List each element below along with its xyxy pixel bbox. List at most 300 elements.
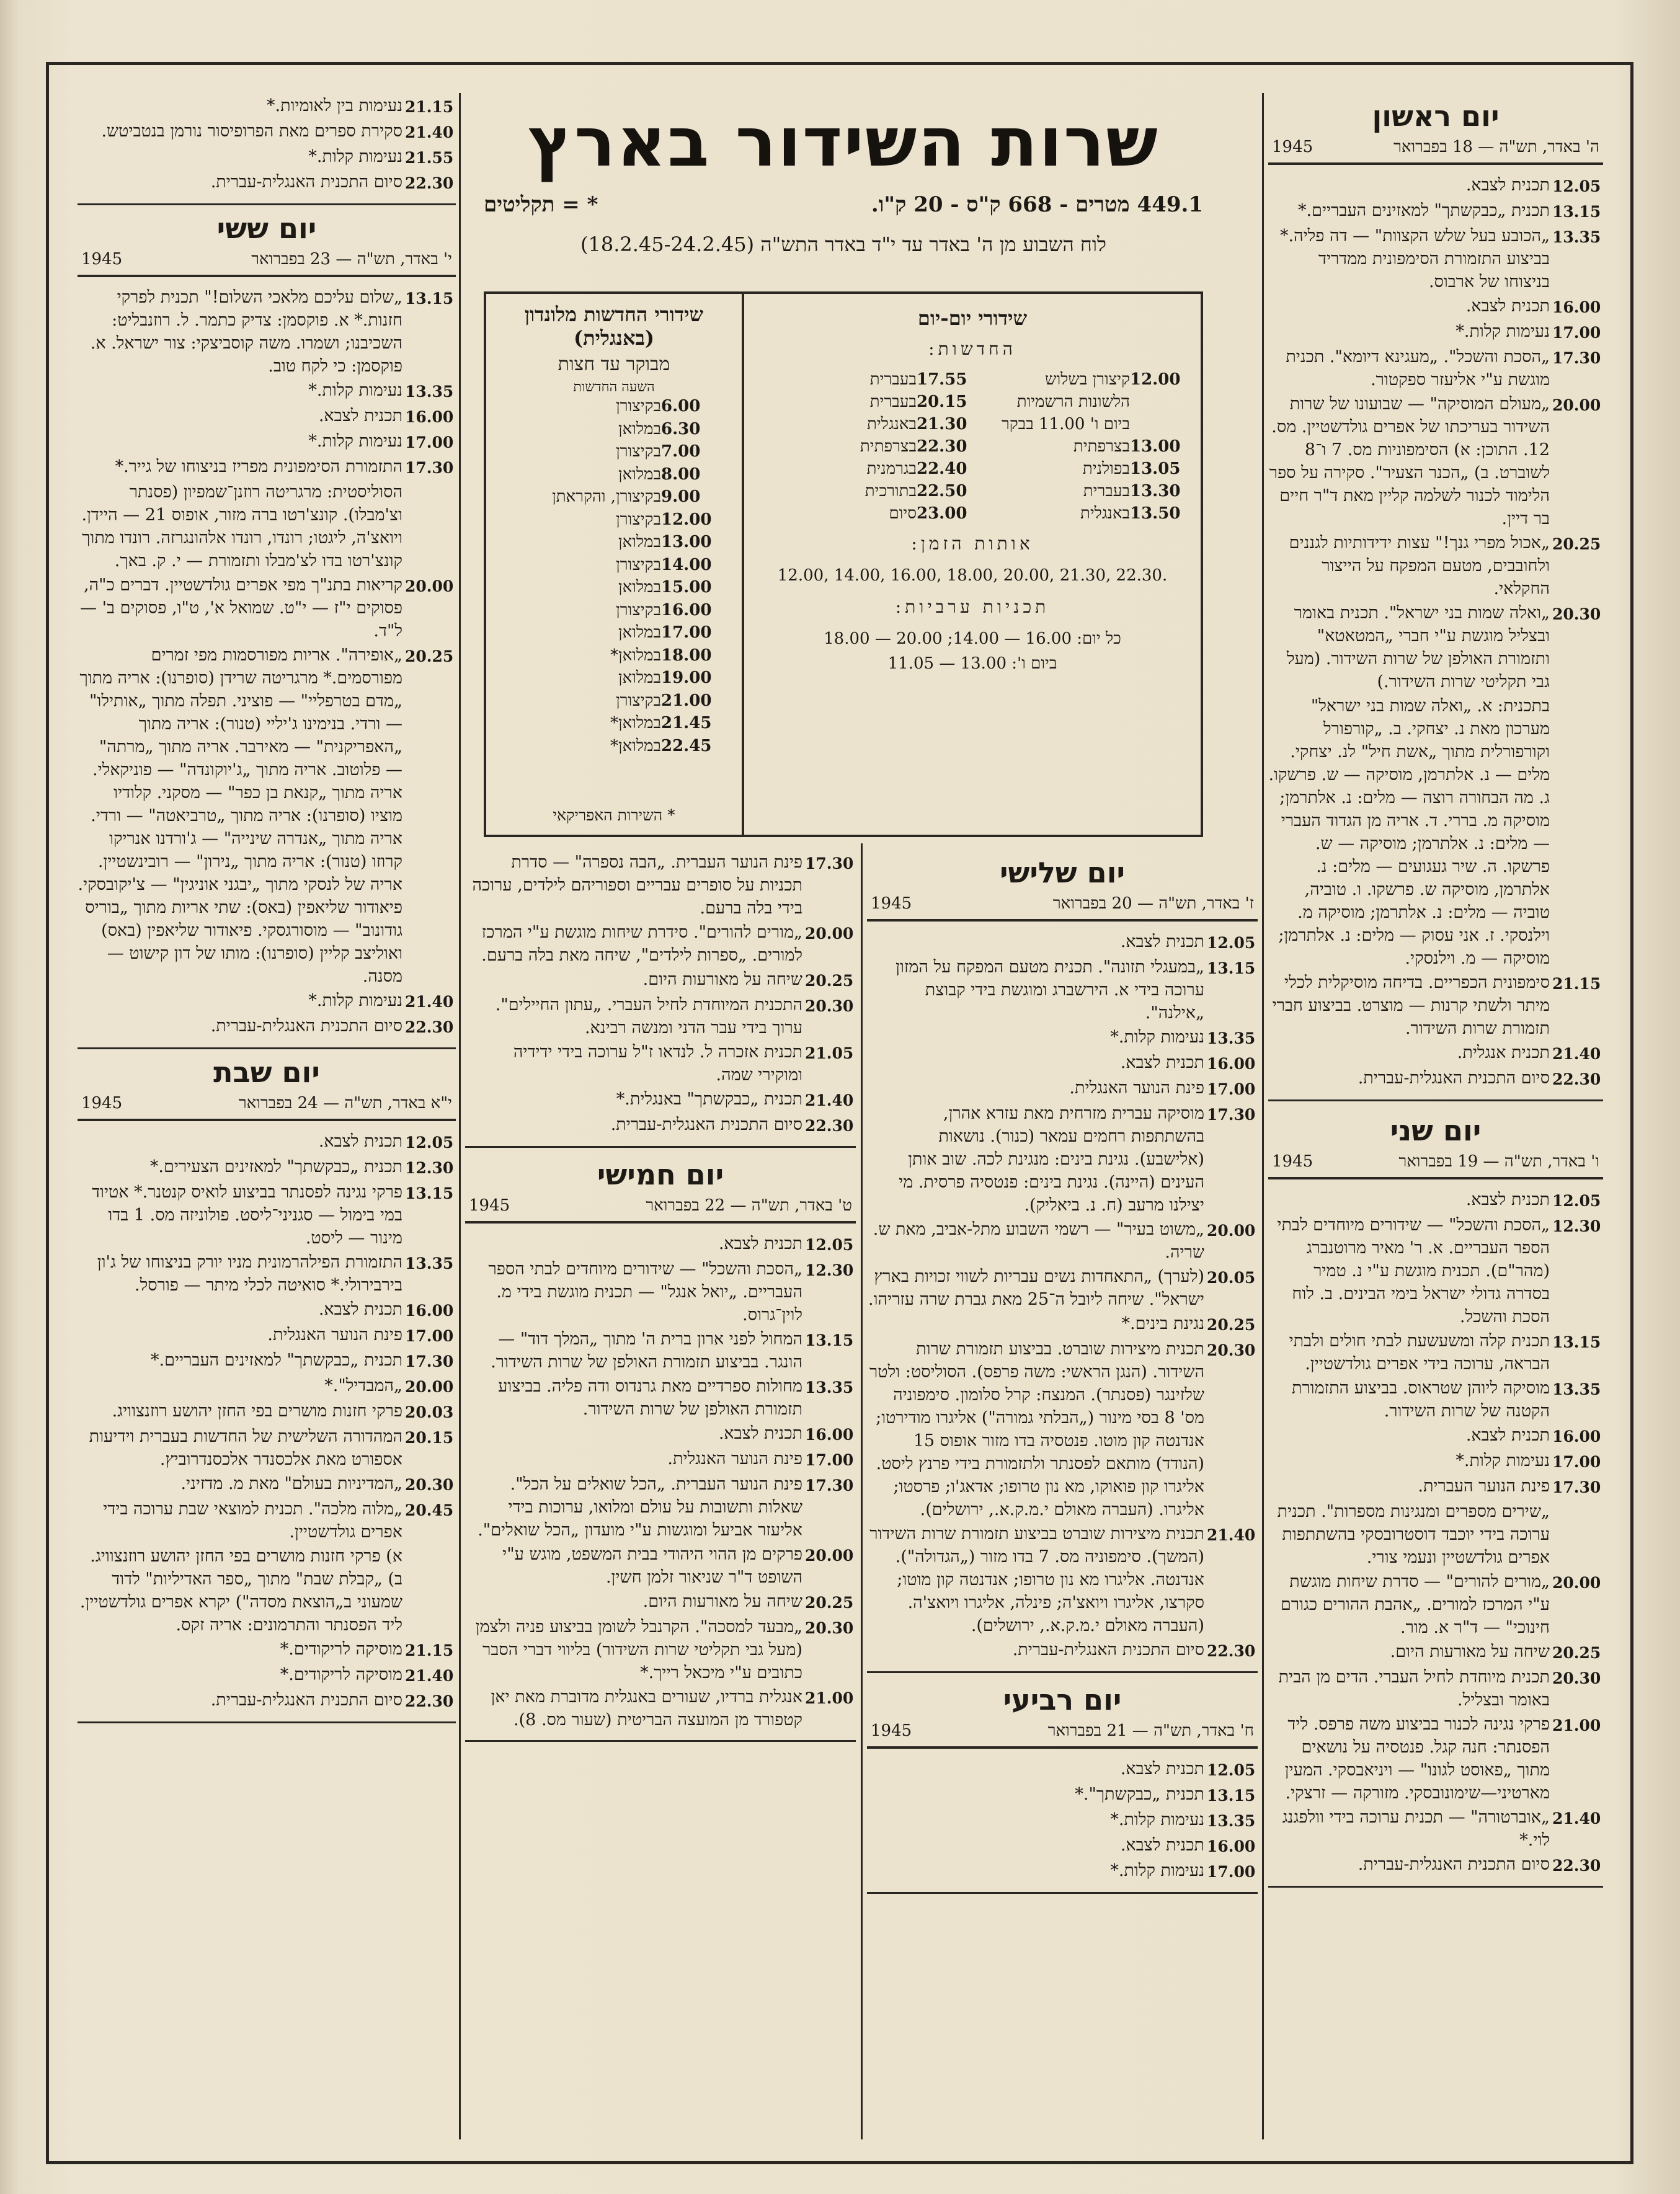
schedule-row [499, 554, 729, 577]
schedule-time: 15.00 [661, 578, 712, 597]
schedule-row [499, 712, 729, 735]
program-text: „מעולם המוסיקה" — שבועונו של שרות השידור בעריכתו של אפרים גולדשטיין. מס. 12. התוכן: א) הסימפוניות מס. 7 ו־8 לשוברט. ב) „הכנר הצעיר". סקירה על ספר הלימוד לכנור לשלמה קליין מאת ד"ר חיים בר דיין. [1269, 394, 1550, 528]
news-heading: החדשות: [928, 339, 1016, 359]
schedule-row [972, 391, 1186, 413]
program-item [465, 1447, 856, 1472]
schedule-label: בצרפתית [1073, 437, 1130, 456]
program-time: 16.00 [1552, 1428, 1601, 1446]
schedule-row [499, 440, 729, 463]
program-item [78, 94, 456, 118]
schedule-time: 12.00 [1130, 370, 1181, 389]
program-item [1268, 224, 1603, 293]
program-item [1268, 1475, 1603, 1499]
day-monday [1268, 1114, 1603, 1888]
column-rule [1262, 93, 1264, 2139]
program-time: 17.30 [805, 855, 854, 873]
program-item [1268, 1067, 1603, 1091]
program-item [465, 1590, 856, 1614]
day-title: יום חמישי [597, 1158, 724, 1191]
program-item [867, 1757, 1258, 1782]
program-item [78, 1298, 456, 1322]
page-title: שרות השידור בארץ [528, 102, 1159, 182]
program-time: 13.35 [1552, 1380, 1601, 1398]
program-text: תכנית לצבא. [318, 406, 402, 425]
date-hebrew: י"א באדר, תש"ה — 24 בפברואר [238, 1094, 452, 1113]
schedule-row [972, 502, 1186, 525]
column-left [78, 93, 456, 1727]
day-title: יום ששי [216, 211, 317, 245]
program-text: „אופירה". אריות מפורסמות מפי זמרים מפורסמים.* מרגריטה שרידן (סופרנו): אריה מתוך „מדם בטרפליי" — פוציני. תפלה מתוך „אותילו" — ורדי. בנימינו ג'יליי (טנור): אריה מתוך „האפריקנית" — מאירבר. אריה מתוך „מרתה" — פלוטוב. אריה מתוך „ג'יוקונדה" — פוניקאלי. אריה מתוך „קנאת בן כפר" — מסקני. קלודיו מוציו (סופרנו): אריה מתוך „טרביאטה" — ורדי. אריה מתוך „אנדרה שינייה" — ג'ורדנו אנריקו קרוזו (טנור): אריה מתוך „נירון" — רובינשטיין. אריה של לנסקי מתוך „יבגני אוניגין" — צ'יקובסקי. פיאודור שליאפין (באס): שתי אריות מתוך „בוריס גודונוב" — מוסורגסקי. פיאודור שליאפין (באס) ואוליצב קליין (סופרנו): מותו של דון קישוט — מסנה. [78, 646, 402, 986]
day-date [1268, 1150, 1603, 1179]
program-item [78, 1498, 456, 1543]
program-text: נעימות קלות.* [308, 381, 402, 400]
program-text: סיום התכנית האנגלית-עברית. [610, 1115, 802, 1134]
program-time: 12.30 [405, 1159, 454, 1177]
program-time: 12.30 [805, 1261, 854, 1279]
program-text: תכנית לצבא. [1120, 1759, 1204, 1779]
schedule-row [499, 531, 729, 554]
program-item [1268, 602, 1603, 693]
news-list-right [972, 368, 1186, 525]
schedule-time: 13.05 [1130, 460, 1181, 478]
program-text: פרקי נגינה לכנור בביצוע משה פרפס. ליד הפסנתר: חנה קגל. פנטסיה על נושאים מתוך „פאוסט לגונו" — ויניאבסקי. המעין מארטיני—שימונובסקי. מזורקה — זרצקי. [1284, 1715, 1550, 1803]
schedule-label: במלואן [618, 419, 661, 438]
program-item [465, 1041, 856, 1086]
program-item [1268, 1570, 1603, 1639]
schedule-label: בעברית [1083, 482, 1130, 500]
schedule-row [972, 480, 1186, 502]
date-hebrew: י' באדר, תש"ה — 23 בפברואר [251, 250, 452, 269]
program-item [78, 1472, 456, 1496]
program-text: פינת הנוער העברית. „הבה נספרה" — סדרת תכניות על סופרים עבריים וספוריהם לילדים, ערוכה בידי בלה ברעם. [472, 853, 802, 918]
program-item [465, 851, 856, 920]
schedule-time: 22.50 [917, 482, 967, 500]
schedule-time: 13.00 [661, 533, 712, 551]
program-time: 21.40 [1552, 1045, 1601, 1063]
program-time: 22.30 [405, 174, 454, 192]
program-text: נגינת בינים.* [1121, 1314, 1204, 1333]
schedule-label: באנגלית [866, 415, 917, 433]
london-title: שידורי החדשות מלונדון (באנגלית) [524, 303, 704, 350]
program-item [465, 1543, 856, 1589]
program-text: פינת הנוער העברית. „הכל שואלים על הכל". שאלות ותשובות על עולם ומלואו, ערוכות בידי אליעזר אביעל ומוגשות ע"י מועדון „הכל שואלים". [478, 1475, 802, 1540]
program-text: תכנית לצבא. [1465, 1426, 1550, 1445]
program-time: 21.00 [1552, 1717, 1601, 1734]
program-item [465, 1615, 856, 1684]
schedule-label: בקיצורן [616, 397, 661, 415]
schedule-label: בפולנית [1082, 460, 1130, 478]
program-time: 13.35 [1552, 228, 1601, 246]
day-date [867, 1719, 1258, 1749]
program-item [78, 404, 456, 429]
program-item [78, 171, 456, 195]
program-item [78, 1181, 456, 1250]
program-text: הסוליסטית: מרגריטה רוזנן־שמפיון (פסנתר וצ'מבלו). קונצ'רטו ברה מזור, אופוס 21 — היידן. ויואצ'ה, ליגטו; רונדו, רונדו אלהונגרזה. רונדו מתוך קונצ'רטו בדו לצ'מבלו ותזמורת — י. ק. באך. [81, 482, 402, 571]
daily-title: שידורי יום-יום [917, 306, 1028, 330]
program-time: 21.40 [405, 1667, 454, 1685]
program-text: סיום התכנית האנגלית-עברית. [1012, 1640, 1204, 1659]
program-item [1268, 174, 1603, 198]
schedule-time: 13.00 [1130, 437, 1181, 456]
london-note: * השירות האפריקאי [553, 806, 675, 824]
schedule-row [499, 735, 729, 758]
program-item [465, 1328, 856, 1374]
program-text: מחולות ספרדיים מאת גרנדוס ודה פליה. בביצוע תזמורת האולפן של שרות השידור. [498, 1377, 802, 1419]
schedule-label: הלשונות הרשמיות [1016, 393, 1130, 411]
program-text: תכנית „כבקשתך".* [1075, 1785, 1204, 1804]
program-item [867, 1265, 1258, 1311]
schedule-time: 22.45 [661, 736, 712, 755]
program-item [1268, 1041, 1603, 1065]
program-time: 16.00 [1207, 1055, 1256, 1073]
program-time: 17.30 [405, 459, 454, 477]
program-time: 20.00 [1207, 1222, 1256, 1240]
program-item [78, 989, 456, 1013]
program-item [78, 1155, 456, 1179]
program-time: 22.30 [1552, 1857, 1601, 1875]
program-item [1268, 1188, 1603, 1212]
program-item [78, 1130, 456, 1154]
schedule-time: 21.00 [661, 691, 712, 710]
program-text: תכנית קלה ומשעשעת לבתי חולים ולבתי הבראה, ערוכה בידי אפרים גולדשטיין. [1289, 1331, 1550, 1374]
program-time: 13.35 [405, 383, 454, 401]
program-time: 20.05 [1207, 1269, 1256, 1287]
program-time: 16.00 [1552, 298, 1601, 316]
program-item [78, 145, 456, 169]
week-range: לוח השבוע מן ה' באדר עד י"ד באדר התש"ה (18.2.45-24.2.45) [580, 233, 1106, 256]
program-item [465, 993, 856, 1039]
program-text: „שלום עליכם מלאכי השלום!" תכנית לפרקי חזנות.* א. פוקסמן: צדיק כתמר. ל. רוזנבליט: השכיבנו; ושמרו. משה קוסביצקי: צור ישראל. א. פוקסמן: כי לקח טוב. [90, 288, 402, 376]
program-text: תכנית אנגלית. [1457, 1043, 1550, 1062]
program-item [1268, 1713, 1603, 1805]
program-item [867, 930, 1258, 954]
program-item [465, 1422, 856, 1446]
program-time: 20.00 [1552, 1574, 1601, 1592]
schedule-row [972, 458, 1186, 480]
program-text: תכנית מיוחדת לחיל העברי. הדים מן הבית באומר ובצליל. [1278, 1668, 1550, 1710]
program-text: „ואלה שמות בני ישראל". תכנית באומר ובצליל מוגשת ע"י חברי „המטאטא" ותזמורת האולפן של שרות השידור. (מעל גבי תקליטי שרות השידור.) [1286, 603, 1550, 691]
schedule-time: 9.00 [661, 487, 701, 506]
program-item [78, 1015, 456, 1039]
program-text: נעימות קלות.* [308, 991, 402, 1010]
program-time: 13.35 [405, 1255, 454, 1272]
arabic-daily: כל יום: 16.00 — 14.00; 20.00 — 18.00 [824, 629, 1121, 648]
frequency: 449.1 מטרים - 668 ק"ס - 20 ק"ו. [871, 192, 1203, 217]
frequency-line [484, 192, 1203, 217]
program-item [867, 1783, 1258, 1807]
records-legend: * = תקליטים [484, 192, 598, 217]
program-text: „המדיניות בעולם" מאת מ. מדזיני. [180, 1474, 402, 1493]
program-time: 13.35 [1207, 1029, 1256, 1047]
schedule-row [499, 599, 729, 622]
program-text: מוסיקה עברית מזרחית מאת עזרא אהרן, בהשתתפות רחמים עמאר (כנור). נושאות (אלישבע). נגינת בינים: מנגינת לכה. שוב אותן העינים (היינה). נגינת בינים: פנטסיה פרסית. מי יצילנו מרעב (ח. נ. ביאליק). [899, 1104, 1204, 1215]
program-time: 21.00 [805, 1689, 854, 1707]
column-right [1268, 93, 1603, 1891]
schedule-row [499, 644, 729, 667]
program-text: „מורים להורים" — סדרת שיחות מוגשת ע"י המרכז למורים. „אהבת ההורים כגורם חינוכי" — ד"ר א. מור. [1280, 1572, 1550, 1637]
program-text: שיחה על מאורעות היום. [642, 970, 802, 989]
program-time: 20.03 [405, 1403, 454, 1421]
daily-broadcasts [742, 294, 1201, 835]
section-rule [465, 1740, 856, 1742]
schedule-label: באנגלית [1080, 504, 1130, 523]
column-center-right [867, 850, 1258, 1898]
program-time: 17.00 [805, 1451, 854, 1469]
section-rule [465, 1146, 856, 1148]
program-item [1268, 393, 1603, 530]
program-item [1268, 531, 1603, 600]
schedule-time: 7.00 [661, 442, 701, 461]
program-item [78, 1663, 456, 1687]
program-item [1268, 1806, 1603, 1852]
program-item [78, 430, 456, 454]
program-item [465, 968, 856, 992]
program-time: 21.15 [405, 98, 454, 116]
program-text: סימפונית הכפריים. בדיחה מוסיקלית לכלי מיתר ולשתי קרנות — מוצרט. בביצוע חברי תזמורת שרות השידור. [1272, 973, 1550, 1038]
program-item [1268, 320, 1603, 344]
program-item [1268, 1424, 1603, 1448]
schedule-label: במלואן [618, 578, 661, 597]
program-item [78, 286, 456, 378]
day-saturday [78, 1055, 456, 1723]
schedule-label: בעברית [869, 393, 917, 411]
program-time: 13.15 [805, 1331, 854, 1349]
schedule-label: בקיצורן, והקראתן [552, 487, 661, 506]
schedule-time: 22.30 [917, 437, 967, 456]
program-time: 22.30 [405, 1018, 454, 1036]
schedule-time: 12.00 [661, 510, 712, 529]
program-item [1268, 199, 1603, 223]
program-text: תכנית לצבא. [318, 1132, 402, 1151]
program-time: 21.15 [1552, 975, 1601, 993]
program-text: נעימות קלות.* [1110, 1028, 1204, 1047]
day-sunday [1268, 99, 1603, 1101]
program-text: נעימות קלות.* [1110, 1810, 1204, 1829]
schedule-label: בקיצורן [616, 442, 661, 461]
program-text: תכנית לצבא. [1465, 296, 1550, 316]
program-item [465, 1232, 856, 1256]
program-time: 20.15 [405, 1429, 454, 1447]
program-text: א) פרקי חזנות מושרים בפי החזן יהושע רוזנצוויג. ב) „קבלת שבת" מתוך „ספר האדיליות" לדוד שמעוני ב„הוצאת מסדה") יקרא אפרים גולדשטיין. ליד הפסנתר והתרמונים: אריה זקס. [79, 1547, 402, 1635]
program-text: „משוט בעיר" — רשמי השבוע מתל-אביב, מאת ש. שריה. [873, 1220, 1204, 1262]
schedule-time: 6.30 [661, 419, 701, 438]
day-title: יום רביעי [1003, 1683, 1122, 1717]
time-signals: 12.00, 14.00, 16.00, 18.00, 20.00, 21.30, 22.30. [777, 566, 1168, 585]
program-text: „הסכת והשכל" — שידורים מיוחדים לבתי הספר העבריים. „יואל אנגל" — תכנית מוגשת בידי מ. לוין־גרוס. [488, 1259, 802, 1325]
program-text: „המבדיל".* [324, 1376, 402, 1395]
program-time: 20.30 [1552, 1669, 1601, 1687]
program-item [465, 1258, 856, 1326]
program-text: מוסיקה ליוהן שטראוס. בביצוע התזמורת הקטנה של שרות השידור. [1291, 1379, 1550, 1421]
day-date [465, 1194, 856, 1224]
program-time: 13.15 [1552, 203, 1601, 221]
schedule-time: 13.50 [1130, 504, 1181, 523]
schedule-label: בעברית [869, 370, 917, 389]
section-rule [78, 203, 456, 205]
schedule-time: 8.00 [661, 464, 701, 484]
program-time: 21.40 [1552, 1810, 1601, 1828]
schedule-row [499, 486, 729, 509]
program-text: תכנית לצבא. [718, 1424, 802, 1443]
program-text: „במעגלי תזונה". תכנית מטעם המפקח על המזון ערוכה בידי א. הירשברג ומוגשת בידי קבוצת „אילנה". [896, 957, 1204, 1023]
program-text: נעימות קלות.* [1456, 322, 1550, 341]
program-text: נעימות קלות.* [1456, 1451, 1550, 1470]
program-time: 13.15 [1552, 1333, 1601, 1351]
schedule-label: בתורכית [864, 482, 917, 500]
program-item [465, 1375, 856, 1421]
program-item [867, 1026, 1258, 1050]
program-text: קריאות בתנ"ך מפי אפרים גולדשטיין. דברים כ"ה, פסוקים י"ז — י"ט. שמואל א', ט"ו, פסוקים ב' — ל"ד. [80, 575, 402, 641]
program-time: 20.00 [805, 1547, 854, 1565]
schedule-row [499, 395, 729, 418]
section-rule [867, 1892, 1258, 1894]
program-item [1268, 295, 1603, 319]
program-time: 21.15 [405, 1641, 454, 1659]
program-item [1268, 1449, 1603, 1473]
program-item [465, 1113, 856, 1137]
program-time: 20.25 [805, 1594, 854, 1612]
london-news [486, 294, 742, 835]
day-title: יום שלישי [999, 856, 1126, 889]
program-item [78, 120, 456, 144]
date-hebrew: ח' באדר, תש"ה — 21 בפברואר [1047, 1721, 1254, 1740]
schedule-time: 20.15 [917, 393, 967, 411]
date-hebrew: ט' באדר, תש"ה — 22 בפברואר [646, 1196, 852, 1215]
program-item [78, 1251, 456, 1297]
program-item [1268, 1330, 1603, 1375]
schedule-row [499, 667, 729, 690]
program-text: „מורים להורים". סידרת שיחות מוגשת ע"י המרכז למורים. „ספרות לילדים", שיחה מאת בלה ברעם. [481, 923, 802, 965]
program-text: סיום התכנית האנגלית-עברית. [210, 172, 402, 192]
program-item [867, 1338, 1258, 1521]
program-time: 22.30 [1552, 1070, 1601, 1088]
program-text: שיחה על מאורעות היום. [642, 1592, 802, 1611]
program-time: 21.40 [405, 993, 454, 1011]
program-text: „אכול מפרי גנך!" עצות ידידותיות לגננים ולחובבים, מטעם המפקח על הייצור החקלאי. [1289, 533, 1550, 598]
program-text: תכנית „כבקשתך" למאזינים העבריים.* [1298, 201, 1550, 220]
program-item [1268, 695, 1603, 970]
program-time: 21.05 [805, 1044, 854, 1062]
day-title: יום שבת [213, 1055, 320, 1089]
program-text: סיום התכנית האנגלית-עברית. [210, 1016, 402, 1036]
schedule-label: סיום [889, 504, 917, 523]
schedule-row [499, 509, 729, 531]
program-item [867, 1102, 1258, 1217]
schedule-time: 19.00 [661, 668, 712, 687]
column-center-left [465, 850, 856, 1746]
day-wednesday [867, 1683, 1258, 1894]
program-time: 22.30 [1207, 1642, 1256, 1660]
schedule-label: בקיצורן [616, 600, 661, 620]
london-sub: מבוקר עד חצות [558, 353, 670, 375]
schedule-time: 17.00 [661, 623, 712, 642]
day-date [78, 247, 456, 277]
program-text: המחול לפני ארון ברית ה' מתוך „המלך דוד" — הונגר. בביצוע תזמורת האולפן של שרות השידור. [491, 1330, 802, 1372]
schedule-label: בקיצורן [616, 555, 661, 574]
day-date [1268, 135, 1603, 165]
program-text: נעימות קלות.* [308, 432, 402, 451]
program-text: תכנית „כבקשתך" למאזינים העבריים.* [151, 1351, 402, 1370]
news-list-left [759, 368, 972, 525]
program-text: תכנית לצבא. [1120, 932, 1204, 951]
program-time: 22.30 [405, 1692, 454, 1710]
program-item [1268, 1640, 1603, 1664]
program-text: תכנית לצבא. [1465, 175, 1550, 195]
date-hebrew: ז' באדר, תש"ה — 20 בפברואר [1052, 894, 1254, 913]
schedule-label: בקיצורן [616, 510, 661, 529]
program-item [867, 1218, 1258, 1264]
schedule-row [759, 435, 972, 458]
program-text: פינת הנוער האנגלית. [267, 1325, 402, 1344]
schedule-time: 17.55 [917, 370, 967, 389]
program-item [78, 1349, 456, 1373]
program-time: 17.30 [405, 1352, 454, 1370]
time-signals-heading: אותות הזמן: [911, 533, 1034, 554]
program-text: תכנית לצבא. [318, 1300, 402, 1319]
date-hebrew: ה' באדר, תש"ה — 18 בפברואר [1393, 138, 1599, 156]
program-item [78, 1400, 456, 1424]
schedule-time: 22.40 [917, 460, 967, 478]
program-item [867, 1859, 1258, 1883]
program-text: פינת הנוער האנגלית. [667, 1449, 802, 1468]
date-year: 1945 [1272, 138, 1313, 156]
program-time: 13.15 [1207, 959, 1256, 977]
program-item [867, 956, 1258, 1024]
program-item [1268, 1500, 1603, 1569]
program-item [78, 379, 456, 403]
schedule-row [759, 458, 972, 480]
program-text: תכנית לצבא. [1120, 1053, 1204, 1072]
program-text: תכנית לצבא. [718, 1234, 802, 1253]
schedule-row [972, 368, 1186, 391]
program-time: 21.40 [1207, 1526, 1256, 1544]
schedule-label: במלואן [618, 668, 661, 687]
program-text: (לערך) „התאחדות נשים עבריות לשווי זכויות בארץ ישראל". שיחה ליובל ה־25 מאת גברת שרה עזריהו. [868, 1267, 1204, 1309]
program-text: סקירת ספרים מאת הפרופיסור נורמן בנטביטש. [101, 122, 402, 141]
program-text: תכנית „כבקשתך" למאזינים הצעירים.* [149, 1157, 402, 1176]
london-colhead: השעה החדשות [573, 380, 655, 395]
program-time: 17.30 [805, 1477, 854, 1494]
program-item [1268, 1214, 1603, 1328]
schedule-time [1130, 391, 1186, 413]
friday-continued [78, 94, 456, 205]
program-text: פינת הנוער העברית. [1418, 1477, 1550, 1496]
program-time: 12.05 [1207, 934, 1256, 952]
program-time: 21.55 [405, 149, 454, 167]
program-time: 20.30 [405, 1476, 454, 1494]
program-item [465, 1685, 856, 1731]
program-text: אנגלית ברדיו, שעורים באנגלית מדוברת מאת יאן קטפורד מן המועצה הבריטית (שעור מס. 8). [491, 1687, 802, 1730]
program-time: 20.25 [805, 972, 854, 990]
section-rule [1268, 1886, 1603, 1888]
program-item [78, 1323, 456, 1348]
schedule-row [759, 413, 972, 435]
program-text: שיחה על מאורעות היום. [1390, 1642, 1550, 1661]
schedule-time: 16.00 [661, 600, 712, 620]
program-time: 17.30 [1207, 1106, 1256, 1124]
schedule-row [759, 502, 972, 525]
program-time: 12.30 [1552, 1217, 1601, 1235]
program-time: 13.15 [1207, 1787, 1256, 1805]
program-text: תכנית מיצירות שוברט. בביצוע תזמורת שרות השידור. (הנגן הראשי: משה פרפס). הסוליסט: ולטר שלזינגר (פסנתר). המנצח: קרל סלומון. סימפוניה מס' 8 בסי מינור („הבלתי גמורה") אליגרו מודירטו; אנדנטה קון מוטו. פנטסיה בדו מזור אופוס 15 (הנודד) מותאם לפסנתר ולתזמורת בידי פרנץ ליסט. אליגרו קון פואוקו, מא נון טרופו; אדאג'ו; פרסטו; אליגרו. (העברה מאולם י.מ.ק.א., ירושלים). [869, 1339, 1204, 1519]
column-rule [459, 93, 461, 2139]
program-text: „הסכת והשכל". „מעגינא דיומא". תכנית מוגשת ע"י אליעזר ספקטור. [1286, 347, 1550, 389]
arabic-heading: תכניות ערביות: [895, 597, 1050, 617]
program-time: 22.30 [805, 1117, 854, 1135]
program-time: 20.25 [405, 647, 454, 665]
program-text: „הכובע בעל שלש הקצוות" — דה פליה.* בביצוע התזמורת הסימפונית ממדריד בניצוחו של ארבוס. [1279, 226, 1550, 291]
program-time: 12.05 [405, 1134, 454, 1152]
